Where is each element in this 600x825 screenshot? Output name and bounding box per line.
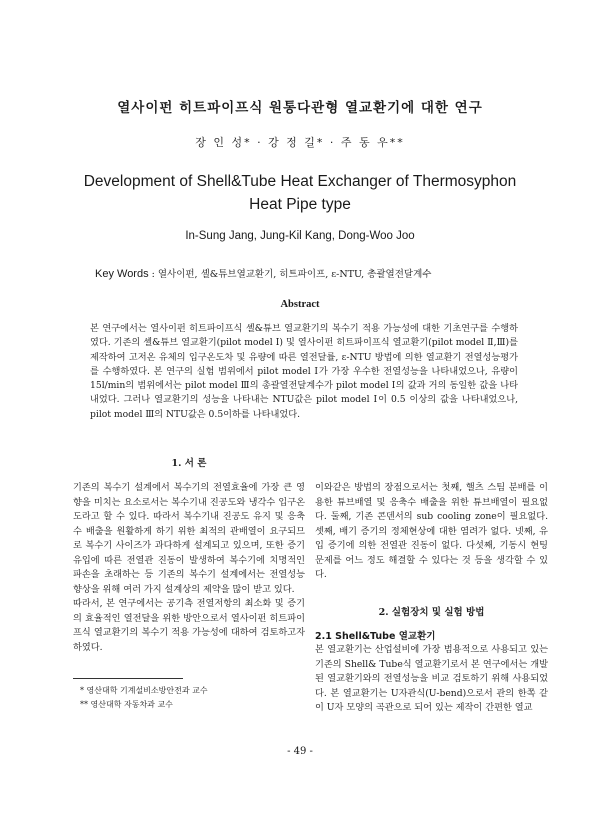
section1-title: 1. 서 론 — [171, 458, 207, 469]
abstract-body — [90, 322, 518, 422]
footnote-divider — [73, 678, 183, 679]
footnote-1: * 영산대학 기계설비소방안전과 교수 — [80, 686, 208, 695]
section1-paragraph-2: 따라서, 본 연구에서는 공기측 전열저항의 최소화 및 증기의 효율적인 열전달을 위한 방안으로서 열사이펀 히트파이프식 열교환기의 복수기 적용 가능성에 대하여 검토하고자 하였다. — [73, 598, 305, 653]
section2-title: 2. 실험장치 및 실험 방법 — [378, 607, 485, 618]
abstract-text: 본 연구에서는 열사이펀 히트파이프식 셸&튜브 열교환기의 복수기 적용 가능성에 대한 기초연구를 수행하였다. 기존의 셸&튜브 열교환기(pilot model Ⅰ) 및 열사이펀 히트파이프식 열교환기(pilot model Ⅱ,Ⅲ)를 제작하여 고저온 유체의 입구온도차 및 유량에 따른 열전달률, ε-NTU 방법에 의한 열교환기 전열성능평가를 수행하였다. 본 연구의 실험 범위에서 pilot model Ⅰ가 가장 우수한 전열성능을 나타내었으나, 유량이 15l/min의 범위에서는 pilot model Ⅲ의 총괄열전달계수가 pilot model Ⅰ의 값과 거의 동일한 값을 나타내었다. 그러나 열교환기의 성능을 나타내는 NTU값은 pilot model Ⅰ이 0.5 이상의 값을 나타내었으나, pilot model Ⅲ의 NTU값은 0.5이하를 나타내었다. — [90, 323, 518, 420]
right-column-body — [315, 643, 548, 716]
keywords-label: Key Words — [95, 268, 149, 280]
keywords — [95, 266, 535, 280]
right-column-intro — [315, 481, 548, 583]
abstract-title: Abstract — [280, 299, 320, 310]
english-title — [0, 170, 600, 216]
korean-authors: 장 인 성* · 강 정 길* · 주 동 우** — [195, 136, 405, 149]
english-title-line1: Development of Shell&Tube Heat Exchanger of Thermosyphon — [83, 173, 517, 190]
right-intro-paragraph: 이와같은 방법의 장점으로서는 첫째, 핼츠 스팀 분배를 이용한 튜브배열 및 응축수 배출을 위한 튜브배열이 필요없다. 둘째, 기존 콘덴서의 sub cooling zone이 필요없다. 셋째, 배기 증기의 정체현상에 대한 염려가 없다. 넷째, 유입 증기에 의한 전열관 진동이 없다. 다섯째, 기동시 현팅 문제를 어느 정도 해결할 수 있다는 것 등을 생각할 수 있다. — [315, 482, 548, 580]
keywords-text: : 열사이펀, 셸&튜브열교환기, 히트파이프, ε-NTU, 총괄열전달계수 — [148, 269, 432, 280]
footnote-2: ** 영산대학 자동차과 교수 — [80, 700, 173, 709]
korean-title: 열사이펀 히트파이프식 원통다관형 열교환기에 대한 연구 — [117, 100, 483, 116]
english-authors: In-Sung Jang, Jung-Kil Kang, Dong-Woo Joo — [185, 230, 415, 242]
english-title-line2: Heat Pipe type — [249, 196, 351, 213]
section1-paragraph: 기존의 복수기 설계에서 복수기의 전열효율에 가장 큰 영향을 미치는 요소로서는 복수기내 진공도와 냉각수 입구온도라고 할 수 있다. 따라서 복수기내 진공도 유지 및 응축수 배출을 원활하게 하기 위한 최적의 관배열이 요구되므로 복수기 사이즈가 과다하게 설계되고 있으며, 또한 증기 유입에 따른 전열관 진동이 발생하여 복수기에 치명적인 파손을 초래하는 등 기존의 복수기 설계에서는 전열성능 향상을 위해 여러 가지 설계상의 제약을 많이 받고 있다. — [73, 482, 305, 595]
subsection21-paragraph: 본 열교환기는 산업설비에 가장 범용적으로 사용되고 있는 기존의 Shell& Tube식 열교환기로서 본 연구에서는 개발된 열교환기와의 전열성능을 비교 검토하기 위해 사용되었다. 본 열교환기는 U자관식(U-bend)으로서 관의 한쪽 같이 U자 모양의 곡관으로 되어 있는 제작이 간편한 열교 — [315, 644, 548, 713]
footnotes — [80, 684, 305, 712]
left-column — [73, 481, 305, 655]
subsection21-title: 2.1 Shell&Tube 열교환기 — [315, 631, 436, 642]
page-number: - 49 - — [287, 746, 313, 757]
